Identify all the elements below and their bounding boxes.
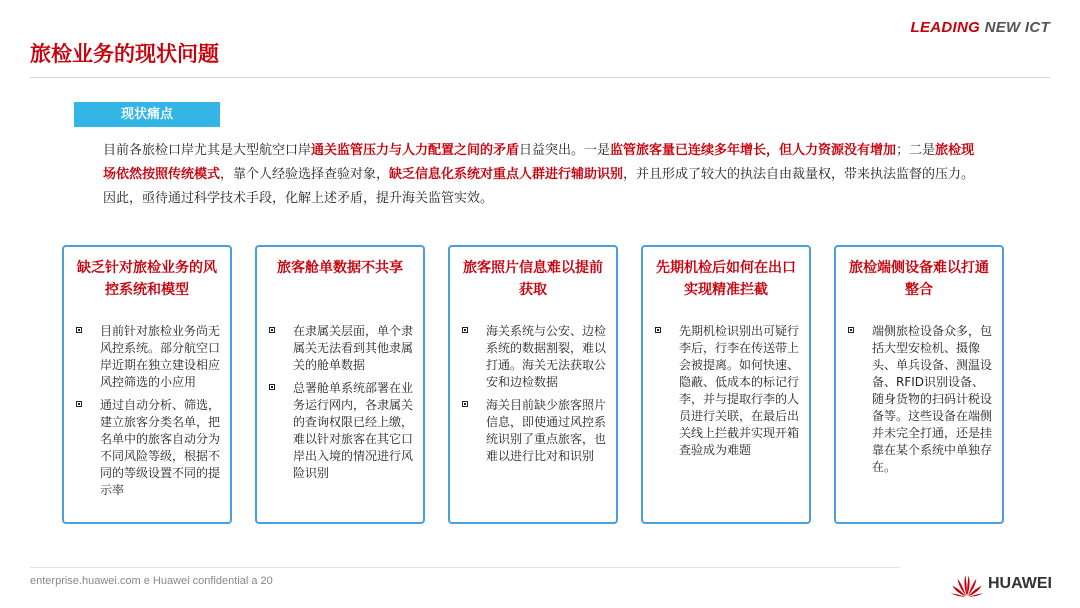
brand-tagline [910, 19, 1050, 36]
intro-paragraph [103, 139, 983, 211]
bullet-square-icon [76, 401, 82, 407]
bullet-square-icon [269, 384, 275, 390]
card-title: 旅检端侧设备难以打通整合 [849, 260, 989, 298]
card-list [64, 323, 230, 499]
bullet-square-icon [462, 401, 468, 407]
list-item-text: 海关目前缺少旅客照片信息，即使通过风控系统识别了重点旅客，也难以进行比对和识别 [486, 398, 607, 463]
bullet-square-icon [76, 327, 82, 333]
card-title: 旅客舱单数据不共享 [277, 260, 403, 276]
list-item-text: 端侧旅检设备众多，包括大型安检机、摄像头、单兵设备、测温设备、RFID识别设备、随身货物的扫码计税设备等。这些设备在端侧并未完全打通，还是挂靠在某个系统中单独存在。 [872, 324, 993, 474]
card-title: 先期机检后如何在出口实现精准拦截 [656, 260, 796, 298]
card-list [450, 323, 616, 465]
title-divider [30, 77, 1050, 78]
bullet-square-icon [462, 327, 468, 333]
card-title: 缺乏针对旅检业务的风控系统和模型 [77, 260, 217, 298]
list-item [460, 397, 606, 465]
list-item [74, 323, 220, 391]
intro-text-2: 日益突出。一是 [519, 143, 611, 158]
card-list [643, 323, 809, 459]
huawei-logo [950, 570, 1052, 598]
intro-highlight-3: 旅检现场依然按照传统模式 [103, 143, 975, 182]
huawei-petal-icon [950, 570, 984, 598]
card-precise-interception [641, 245, 811, 524]
list-item-text: 先期机检识别出可疑行李后，行李在传送带上会被提离。如何快速、隐蔽、低成本的标记行李，并与提取行李的人员进行关联，在最后出关线上拦截并实现开箱查验成为难题 [679, 324, 800, 457]
page-title: 旅检业务的现状问题 [30, 42, 219, 66]
bullet-square-icon [269, 327, 275, 333]
footer-divider [30, 567, 900, 568]
tagline-part-newict: NEW ICT [984, 19, 1050, 36]
intro-text-3: ；二是 [896, 143, 936, 158]
intro-highlight-2: 监管旅客量已连续多年增长，但人力资源没有增加 [610, 143, 897, 158]
bullet-square-icon [848, 327, 854, 333]
list-item [267, 380, 413, 482]
footer-text: enterprise.huawei.com e Huawei confidential a 20 [30, 575, 273, 587]
list-item-text: 目前针对旅检业务尚无风控系统。部分航空口岸近期在独立建设相应风控筛选的小应用 [100, 324, 221, 389]
intro-highlight-1: 通关监管压力与人力配置之间的矛盾 [311, 143, 520, 158]
list-item [653, 323, 799, 459]
tagline-part-leading: LEADING [910, 19, 985, 36]
list-item-text: 总署舱单系统部署在业务运行网内，各隶属关的查询权限已经上缴，难以针对旅客在其它口岸出入境的情况进行风险识别 [293, 381, 414, 480]
card-title: 旅客照片信息难以提前获取 [463, 260, 603, 298]
card-passenger-photo [448, 245, 618, 524]
section-tag: 现状痛点 [74, 102, 220, 127]
card-edge-devices [834, 245, 1004, 524]
card-risk-control [62, 245, 232, 524]
intro-text-4: ，靠个人经验选择查验对象， [220, 167, 390, 182]
card-list [836, 323, 1002, 476]
list-item-text: 海关系统与公安、边检系统的数据割裂，难以打通。海关无法获取公安和边检数据 [486, 324, 607, 389]
list-item [460, 323, 606, 391]
bullet-square-icon [655, 327, 661, 333]
list-item-text: 在隶属关层面，单个隶属关无法看到其他隶属关的舱单数据 [293, 324, 414, 372]
card-manifest-data [255, 245, 425, 524]
list-item-text: 通过自动分析、筛选，建立旅客分类名单，把名单中的旅客自动分为不同风险等级，根据不同的等级设置不同的提示率 [100, 398, 221, 497]
list-item [846, 323, 992, 476]
intro-text-1: 目前各旅检口岸尤其是大型航空口岸 [103, 143, 312, 158]
list-item [74, 397, 220, 499]
intro-highlight-4: 缺乏信息化系统对重点人群进行辅助识别 [389, 167, 624, 182]
list-item [267, 323, 413, 374]
logo-wordmark: HUAWEI [988, 575, 1052, 592]
card-list [257, 323, 423, 482]
intro-text-5: ，并且形成了较大的执法自由裁量权，带来执法监督的压力。因此，亟待通过科学技术手段，化解上述矛盾，提升海关监管实效。 [103, 167, 975, 206]
